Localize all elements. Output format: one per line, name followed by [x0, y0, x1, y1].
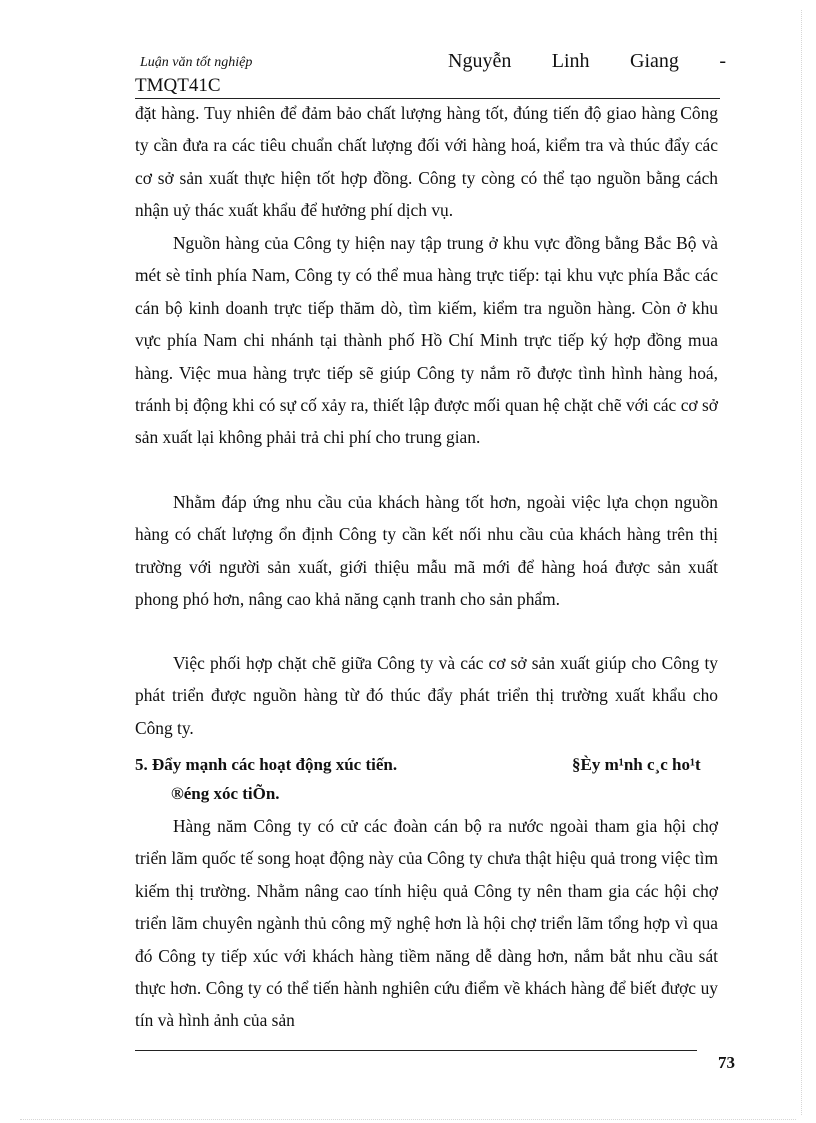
header-thesis-label: Luận văn tốt nghiệp [140, 55, 253, 70]
section-title: 5. Đẩy mạnh các hoạt động xúc tiến. [135, 755, 398, 774]
paragraph-cooperation: Việc phối hợp chặt chẽ giữa Công ty và các cơ sở sản xuất giúp cho Công ty phát triển được nguồn hàng từ đó thúc đẩy phát triển thị trường xuất khẩu cho Công ty. [135, 653, 718, 738]
paragraph-supply-sources: Nguồn hàng của Công ty hiện nay tập trung ở khu vực đồng bằng Bắc Bộ và mét sè tỉnh phía Nam, Công ty có thể mua hàng trực tiếp: tại khu vực phía Bắc các cán bộ kinh doanh trực tiếp thăm dò, tìm kiếm, kiểm tra nguồn hàng. Còn ở khu vực phía Nam chi nhánh tại thành phố Hồ Chí Minh trực tiếp ký hợp đồng mua hàng. Việc mua hàng trực tiếp sẽ giúp Công ty nắm rõ được tình hình hàng hoá, tránh bị động khi có sự cố xảy ra, thiết lập được mối quan hệ chặt chẽ với các cơ sở sản xuất lại không phải trả chi phí cho trung gian. [135, 233, 718, 448]
paragraph-continuation: đặt hàng. Tuy nhiên để đảm bảo chất lượng hàng tốt, đúng tiến độ giao hàng Công ty cần đưa ra các tiêu chuẩn chất lượng đối với hàng hoá, kiểm tra và thúc đẩy các cơ sở sản xuất thực hiện tốt hợp đồng. Công ty còng có thể tạo nguồn bằng cách nhận uỷ thác xuất khẩu để hưởng phí dịch vụ. [135, 103, 718, 221]
page-edge-bottom [20, 1118, 796, 1120]
footer-divider [135, 1050, 697, 1051]
paragraph-trade-fairs: Hàng năm Công ty có cử các đoàn cán bộ ra nước ngoài tham gia hội chợ triển lãm quốc tế song hoạt động này của Công ty chưa thật hiệu quả trong việc tìm kiếm thị trường. Nhằm nâng cao tính hiệu quả Công ty nên tham gia các hội chợ triển lãm chuyên ngành thủ công mỹ nghệ hơn là hội chợ triển lãm tổng hợp vì qua đó Công ty tiếp xúc với khách hàng tiềm năng dễ dàng hơn, nắm bắt nhu cầu sát thực hơn. Công ty có thể tiến hành nghiên cứu điểm về khách hàng để biết được uy tín và hình ảnh của sản [135, 816, 718, 1031]
page-number: 73 [718, 1053, 735, 1072]
paragraph-customer-needs: Nhằm đáp ứng nhu cầu của khách hàng tốt hơn, ngoài việc lựa chọn nguồn hàng có chất lượng ổn định Công ty cần kết nối nhu cầu của khách hàng trên thị trường với người sản xuất, giới thiệu mẫu mã mới để hàng hoá được sản xuất phong phó hơn, nâng cao khả năng cạnh tranh cho sản phẩm. [135, 492, 718, 610]
section-title-garbled-1: §Èy m¹nh c¸c ho¹t [572, 755, 701, 774]
header-class-code: TMQT41C [135, 75, 221, 96]
page-edge-right [800, 10, 802, 1115]
section-title-garbled-2: ®éng xóc tiÕn. [171, 784, 280, 803]
header-author: Nguyễn Linh Giang - [448, 50, 726, 72]
